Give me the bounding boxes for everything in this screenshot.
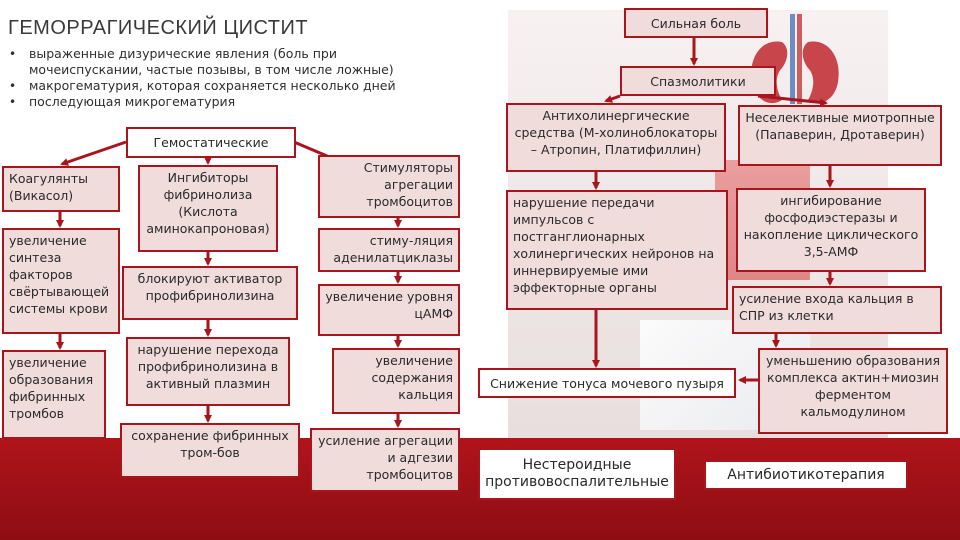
calcium-entry-box: усиление входа кальция в СПР из клетки (732, 286, 942, 334)
plasmin-transition-box: нарушение перехода профибринолизина в активный плазмин (126, 337, 290, 406)
camp-box: увеличение уровня цАМФ (318, 284, 460, 336)
list-item: • выраженные дизурические явления (боль при мочеиспускании, частые позывы, в том числе ложные) (8, 46, 428, 78)
severe-pain-box: Сильная боль (624, 8, 768, 38)
list-item: • макрогематурия, которая сохраняется несколько дней (8, 78, 428, 94)
aggregation-stimulators-box: Стимуляторы агрегации тромбоцитов (318, 155, 460, 218)
clot-preservation-box: сохранение фибринных тром-бов (120, 423, 300, 478)
antispasmodics-box: Спазмолитики (620, 66, 776, 96)
aggregation-boost-box: усиление агрегации и адгезии тромбоцитов (310, 428, 460, 492)
list-item: • последующая микрогематурия (8, 94, 428, 110)
hemostatic-box: Гемостатические (126, 127, 296, 158)
coagulants-effect-box: увеличение синтеза факторов свёртывающей системы крови (2, 228, 120, 334)
fibrin-clots-box: увеличение образования фибринных тромбов (2, 350, 106, 439)
adenylate-stimulation-box: стиму-ляция аденилатциклазы (318, 228, 460, 272)
impulse-disruption-box: нарушение передачи импульсов с постганглионарных холинергических нейронов на иннервируемые ими эффекторные органы (506, 190, 728, 310)
coagulants-box: Коагулянты (Викасол) (2, 166, 120, 212)
symptom-list (8, 46, 428, 110)
calcium-box: увеличение содержания кальция (332, 348, 460, 414)
pde-inhibition-box: ингибирование фосфодиэстеразы и накопление циклического 3,5-АМФ (736, 188, 926, 272)
fibrinolysis-inhibitors-box: Ингибиторы фибринолиза (Кислота аминокапроновая) (138, 165, 278, 252)
antibiotics-box: Антибиотикотерапия (704, 460, 908, 490)
bladder-tone-box: Снижение тонуса мочевого пузыря (478, 368, 736, 398)
nonselective-box: Неселективные миотропные (Папаверин, Дротаверин) (738, 105, 942, 166)
nsaid-box: Нестероидные противовоспалительные (478, 448, 676, 500)
actomyosin-box: уменьшению образования комплекса актин+миозин ферментом кальмодулином (758, 348, 948, 434)
anticholinergic-box: Антихолинергические средства (М-холиноблокаторы – Атропин, Платифиллин) (506, 103, 726, 172)
activator-block-box: блокируют активатор профибринолизина (122, 266, 298, 320)
page-title: ГЕМОРРАГИЧЕСКИЙ ЦИСТИТ (8, 17, 309, 39)
